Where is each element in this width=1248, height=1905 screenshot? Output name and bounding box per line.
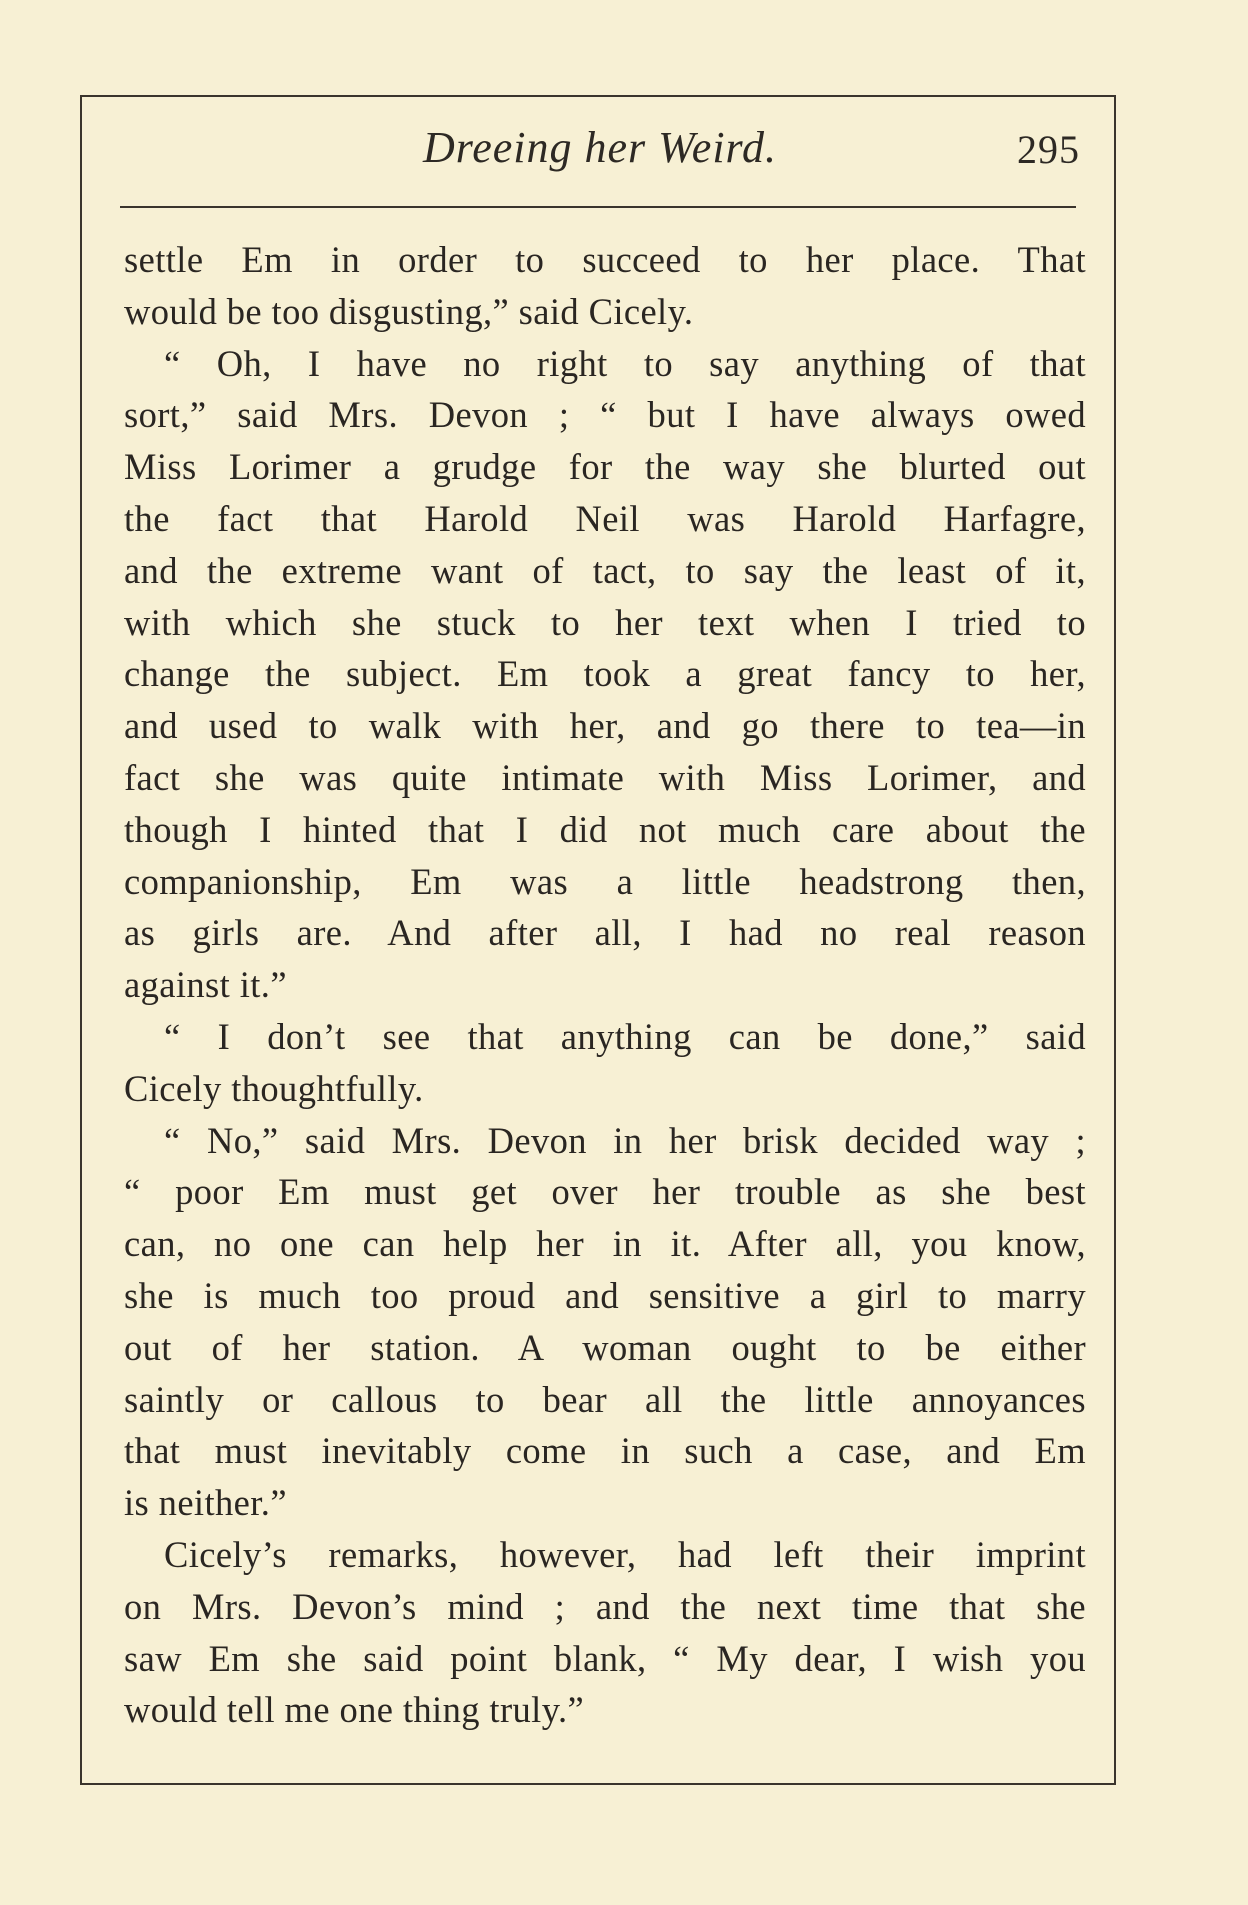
text-line: Cicely thoughtfully.	[124, 1067, 424, 1109]
running-title: Dreeing her Weird.	[422, 123, 778, 172]
text-line: companionship, Em was a little headstrong then,	[124, 860, 1086, 902]
text-line: is neither.”	[124, 1482, 287, 1524]
text-line: change the subject. Em took a great fancy to her,	[124, 653, 1086, 695]
text-line: “ I don’t see that anything can be done,” said	[164, 1015, 1086, 1057]
text-line: and the extreme want of tact, to say the least of it,	[124, 549, 1086, 591]
text-line: can, no one can help her in it. After all, you know,	[124, 1223, 1086, 1265]
text-line: “ No,” said Mrs. Devon in her brisk decided way ;	[164, 1119, 1086, 1161]
text-line: out of her station. A woman ought to be either	[124, 1326, 1086, 1368]
text-line: against it.”	[124, 964, 287, 1006]
text-line: Cicely’s remarks, however, had left their imprint	[164, 1533, 1086, 1575]
text-line: would be too disgusting,” said Cicely.	[124, 290, 694, 332]
text-line: though I hinted that I did not much care about the	[124, 808, 1086, 850]
text-line: “ poor Em must get over her trouble as she best	[124, 1171, 1086, 1213]
text-line: that must inevitably come in such a case, and Em	[124, 1430, 1086, 1472]
text-line: she is much too proud and sensitive a girl to marry	[124, 1274, 1086, 1316]
text-line: saw Em she said point blank, “ My dear, I wish you	[124, 1637, 1086, 1679]
page-number: 295	[1017, 127, 1080, 172]
text-line: Miss Lorimer a grudge for the way she blurted out	[124, 446, 1086, 488]
header-rule	[120, 206, 1076, 208]
text-line: settle Em in order to succeed to her place. That	[124, 239, 1086, 280]
text-line: and used to walk with her, and go there to tea—in	[124, 705, 1086, 747]
text-line: would tell me one thing truly.”	[124, 1689, 585, 1731]
text-line: saintly or callous to bear all the little annoyances	[124, 1378, 1086, 1420]
text-line: “ Oh, I have no right to say anything of that	[164, 342, 1086, 384]
text-line: on Mrs. Devon’s mind ; and the next time that she	[124, 1585, 1086, 1627]
text-line: sort,” said Mrs. Devon ; “ but I have always owed	[124, 394, 1086, 436]
text-line: as girls are. And after all, I had no real reason	[124, 912, 1086, 954]
text-line: the fact that Harold Neil was Harold Harfagre,	[124, 497, 1086, 539]
running-head	[120, 122, 1080, 182]
text-line: with which she stuck to her text when I tried to	[124, 601, 1086, 643]
text-line: fact she was quite intimate with Miss Lorimer, and	[124, 756, 1086, 798]
body-text	[124, 234, 1086, 1736]
